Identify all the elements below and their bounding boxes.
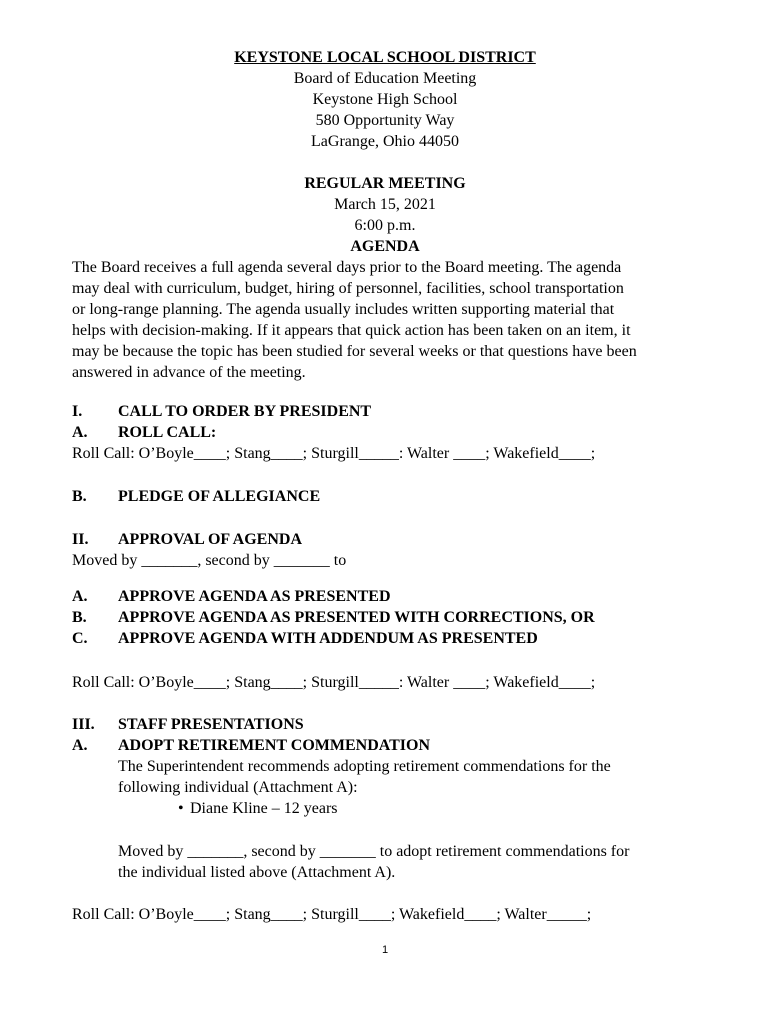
item-title: PLEDGE OF ALLEGIANCE [118, 488, 321, 505]
section-1-number: I. [72, 403, 83, 420]
section-1-title: CALL TO ORDER BY PRESIDENT [118, 403, 372, 420]
retirement-motion: Moved by _______, second by _______ to adopt retirement commendations for [118, 843, 630, 860]
option-text: APPROVE AGENDA AS PRESENTED WITH CORRECTIONS, OR [118, 609, 595, 626]
retirement-motion: the individual listed above (Attachment A). [118, 864, 396, 881]
intro-line: or long-range planning. The agenda usually includes written supporting material that [72, 301, 615, 318]
intro-line: may be because the topic has been studied for several weeks or that questions have been [72, 343, 637, 360]
agenda-title: AGENDA [350, 238, 420, 255]
item-letter: A. [72, 737, 88, 754]
roll-call-line: Roll Call: O’Boyle____; Stang____; Sturgill_____: Walter ____; Wakefield____; [72, 445, 596, 462]
item-letter: B. [72, 488, 87, 505]
page-number: 1 [381, 944, 389, 956]
school-name: Keystone High School [312, 91, 458, 108]
bullet-text: Diane Kline – 12 years [190, 800, 338, 817]
bullet-item [178, 798, 338, 819]
intro-line: The Board receives a full agenda several days prior to the Board meeting. The agenda [72, 259, 622, 276]
item-title: ADOPT RETIREMENT COMMENDATION [118, 737, 431, 754]
intro-line: may deal with curriculum, budget, hiring of personnel, facilities, school transportation [72, 280, 624, 297]
section-2-number: II. [72, 531, 89, 548]
option-letter: B. [72, 609, 87, 626]
session-title: REGULAR MEETING [304, 175, 466, 192]
district-title: KEYSTONE LOCAL SCHOOL DISTRICT [234, 49, 536, 66]
retirement-description: following individual (Attachment A): [118, 779, 358, 796]
option-letter: C. [72, 630, 88, 647]
intro-line: helps with decision-making. If it appears that quick action has been taken on an item, it [72, 322, 631, 339]
meeting-time: 6:00 p.m. [354, 217, 416, 234]
meeting-date: March 15, 2021 [334, 196, 436, 213]
bullet-icon: • [178, 800, 184, 817]
item-title: ROLL CALL: [118, 424, 217, 441]
meeting-type: Board of Education Meeting [293, 70, 477, 87]
intro-line: answered in advance of the meeting. [72, 364, 306, 381]
retirement-description: The Superintendent recommends adopting retirement commendations for the [118, 758, 611, 775]
moved-by-line: Moved by _______, second by _______ to [72, 552, 347, 569]
item-letter: A. [72, 424, 88, 441]
section-2-title: APPROVAL OF AGENDA [118, 531, 303, 548]
option-text: APPROVE AGENDA WITH ADDENDUM AS PRESENTED [118, 630, 538, 647]
roll-call-line: Roll Call: O’Boyle____; Stang____; Sturgill_____: Walter ____; Wakefield____; [72, 674, 596, 691]
roll-call-line: Roll Call: O’Boyle____; Stang____; Sturgill____; Wakefield____; Walter_____; [72, 906, 592, 923]
option-letter: A. [72, 588, 88, 605]
section-3-title: STAFF PRESENTATIONS [118, 716, 304, 733]
option-text: APPROVE AGENDA AS PRESENTED [118, 588, 391, 605]
street-address: 580 Opportunity Way [315, 112, 455, 129]
city-address: LaGrange, Ohio 44050 [311, 133, 459, 150]
section-3-number: III. [72, 716, 95, 733]
